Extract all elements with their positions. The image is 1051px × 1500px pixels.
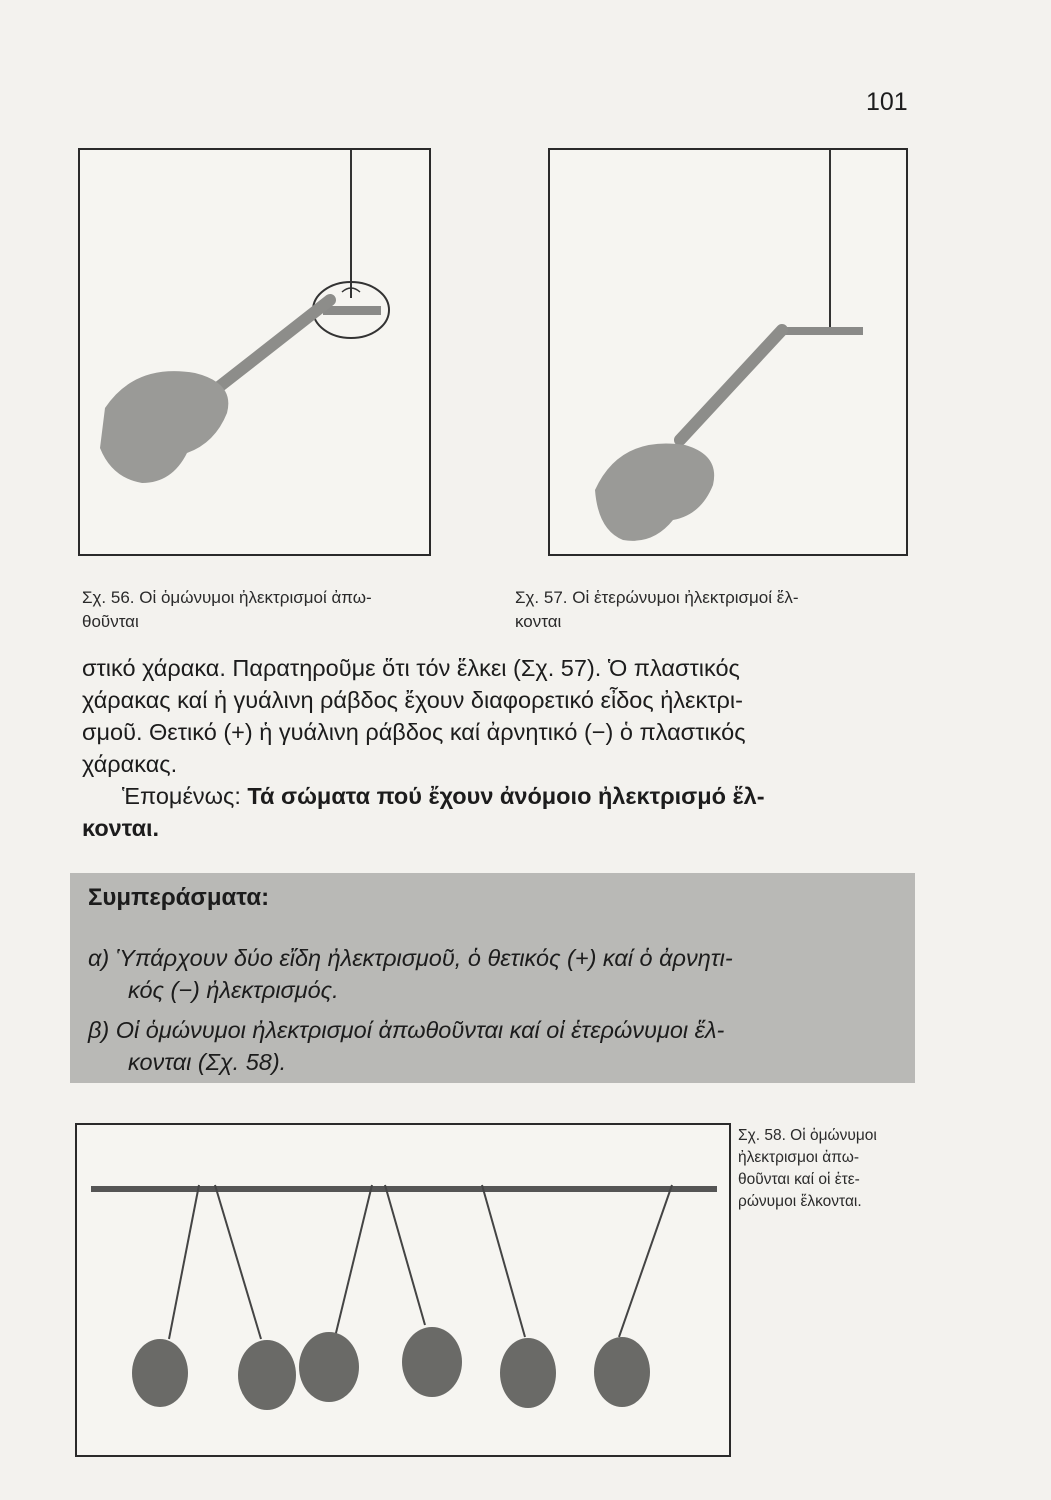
hand-icon <box>595 443 714 540</box>
conclusion-a <box>88 942 908 1006</box>
balloons <box>132 1327 650 1410</box>
figure-57-illustration <box>550 150 906 554</box>
figure-57 <box>548 148 908 556</box>
text-line: κονται (Σχ. 58). <box>128 1049 287 1075</box>
caption-line: Σχ. 56. Οἱ ὁμώνυμοι ἠλεκτρισμοί ἀπω- <box>82 588 372 607</box>
body-paragraph <box>82 652 922 844</box>
figure-58-illustration <box>77 1125 729 1455</box>
figure-56 <box>78 148 431 556</box>
figure-58-caption <box>738 1125 938 1213</box>
caption-line: ἠλεκτρισμοι ἀπω- <box>738 1149 859 1166</box>
balloon <box>132 1339 188 1407</box>
caption-line: θοῦνται καί οἱ ἑτε- <box>738 1171 860 1188</box>
text-line: στικό χάρακα. Παρατηροῦμε ὅτι τόν ἕλκει (Σχ. 57). Ὁ πλαστικός <box>82 655 740 681</box>
balloon <box>299 1332 359 1402</box>
figure-57-caption <box>515 586 935 634</box>
emphasis-text: Τά σώματα πού ἔχουν ἀνόμοιο ἠλεκτρισμό ἕλ- <box>247 783 765 809</box>
caption-line: κονται <box>515 612 562 631</box>
caption-line: θοῦνται <box>82 612 139 631</box>
emphasis-text: κονται. <box>82 815 160 841</box>
conclusions-title: Συμπεράσματα: <box>88 884 270 911</box>
threads <box>169 1185 672 1339</box>
balloon <box>594 1337 650 1407</box>
text-line: β) Οἱ ὁμώνυμοι ἠλεκτρισμοί ἀπωθοῦνται καί οἱ ἑτερώνυμοι ἕλ- <box>88 1017 725 1043</box>
balloon <box>402 1327 462 1397</box>
hand-icon <box>100 371 228 483</box>
text-line: σμοῦ. Θετικό (+) ἡ γυάλινη ράβδος καί ἀρνητικό (−) ὁ πλαστικός <box>82 719 746 745</box>
text-line: Ἑπομένως: <box>122 783 248 809</box>
text-line: χάρακας. <box>82 751 178 777</box>
caption-line: Σχ. 58. Οἱ ὁμώνυμοι <box>738 1127 877 1144</box>
balloon <box>500 1338 556 1408</box>
page-number: 101 <box>866 88 908 116</box>
text-line: κός (−) ἠλεκτρισμός. <box>128 977 339 1003</box>
text-line: χάρακας καί ἡ γυάλινη ράβδος ἔχουν διαφορετικό εἶδος ἠλεκτρι- <box>82 687 743 713</box>
caption-line: ρώνυμοι ἕλκονται. <box>738 1193 862 1210</box>
figure-58 <box>75 1123 731 1457</box>
caption-line: Σχ. 57. Οἱ ἑτερώνυμοι ἠλεκτρισμοί ἕλ- <box>515 588 799 607</box>
balloon <box>238 1340 296 1410</box>
hanging-rod <box>323 306 381 315</box>
figure-56-illustration <box>80 150 429 554</box>
figure-56-caption <box>82 586 502 634</box>
held-rod <box>680 330 782 440</box>
text-line: α) Ὑπάρχουν δύο εἴδη ἠλεκτρισμοῦ, ὁ θετικός (+) καί ὁ ἀρνητι- <box>88 945 733 971</box>
conclusion-b <box>88 1014 908 1078</box>
hanging-rod <box>783 327 863 335</box>
